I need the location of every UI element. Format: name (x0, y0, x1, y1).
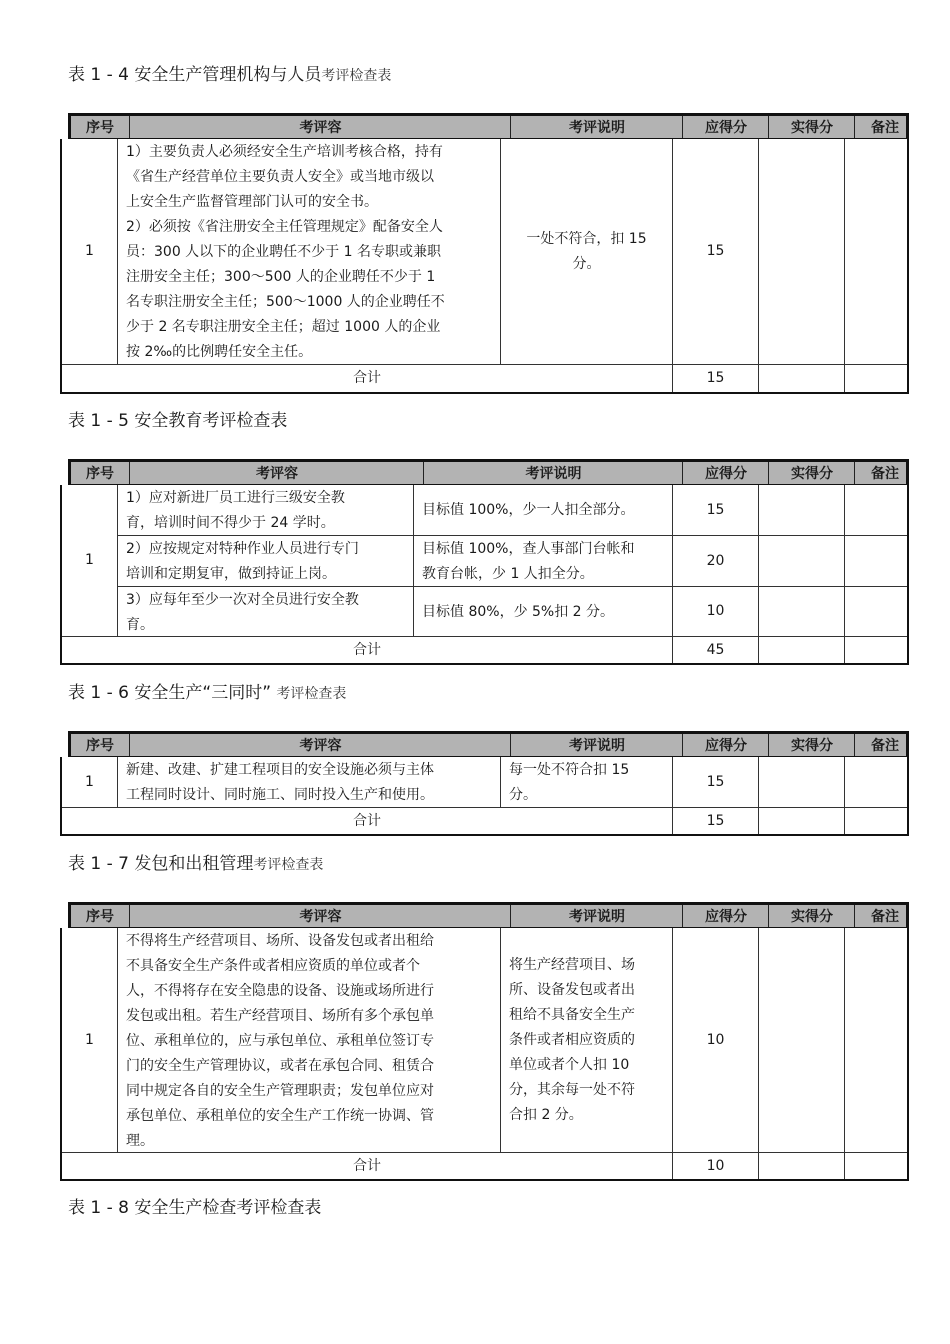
table-caption (68, 682, 346, 705)
row-no: 1 (62, 485, 118, 637)
total-actual (759, 1153, 845, 1179)
caption-main: 表 1 - 5 安全教育考评检查表 (68, 411, 288, 431)
check-table (60, 902, 909, 1181)
caption-main: 表 1 - 8 安全生产检查考评检查表 (68, 1198, 322, 1218)
explain-line: 一处不符合，扣 15 (526, 230, 647, 247)
actual-cell (759, 587, 845, 637)
header-no: 序号 (86, 738, 114, 754)
remark-cell (845, 485, 907, 536)
actual-cell (759, 757, 845, 808)
caption-suffix: 考评检查表 (276, 686, 347, 702)
content-line: 位、承租单位的，应与承包单位、承租单位签订专 (126, 1033, 434, 1049)
header-actual: 实得分 (768, 734, 855, 756)
content-cell (118, 139, 501, 365)
score-cell: 10 (673, 928, 759, 1153)
explain-line: 教育台帐，少 1 人扣全分。 (422, 566, 594, 582)
caption-main: 表 1 - 6 安全生产“三同时” (68, 683, 271, 703)
content-line: 2）应按规定对特种作业人员进行专门 (126, 541, 359, 557)
remark-cell (845, 587, 907, 637)
content-cell (118, 757, 501, 808)
score-cell: 20 (673, 536, 759, 587)
score-cell: 15 (673, 757, 759, 808)
check-table (60, 113, 909, 394)
total-label: 合计 (62, 1153, 673, 1179)
content-line: 不具备安全生产条件或者相应资质的单位或者个 (126, 958, 420, 974)
content-line: 按 2‰的比例聘任安全主任。 (126, 344, 313, 360)
content-line: 育，培训时间不得少于 24 学时。 (126, 515, 335, 531)
table-header (68, 459, 909, 485)
total-score: 45 (673, 637, 759, 663)
content-cell (118, 536, 414, 587)
remark-cell (845, 139, 907, 365)
explain-line: 将生产经营项目、场 (509, 957, 635, 973)
remark-cell (845, 928, 907, 1153)
content-line: 新建、改建、扩建工程项目的安全设施必须与主体 (126, 762, 434, 778)
explain-line: 分。 (572, 255, 601, 272)
explain-line: 合扣 2 分。 (509, 1107, 583, 1123)
check-table (60, 459, 909, 665)
header-remark: 备注 (854, 905, 915, 927)
header-content: 考评容 (129, 462, 424, 484)
table-caption (68, 410, 287, 432)
total-remark (845, 1153, 907, 1179)
table-body (60, 928, 909, 1181)
total-score: 15 (673, 365, 759, 392)
content-line: 《省生产经营单位主要负责人安全》或当地市级以 (126, 169, 434, 185)
table-body (60, 139, 909, 394)
caption-suffix: 考评检查表 (253, 857, 324, 873)
remark-cell (845, 536, 907, 587)
table-body (60, 757, 909, 836)
table-header (68, 902, 909, 928)
score-cell: 10 (673, 587, 759, 637)
total-remark (845, 365, 907, 392)
score-cell: 15 (673, 485, 759, 536)
header-score: 应得分 (682, 734, 769, 756)
explain-line: 单位或者个人扣 10 (509, 1057, 630, 1073)
header-content: 考评容 (129, 734, 511, 756)
content-line: 门的安全生产管理协议，或者在承包合同、租赁合 (126, 1058, 434, 1074)
row-no: 1 (62, 928, 118, 1153)
table-caption (68, 64, 391, 87)
header-no: 序号 (86, 120, 114, 136)
check-table (60, 731, 909, 836)
content-line: 承包单位、承租单位的安全生产工作统一协调、管 (126, 1108, 434, 1124)
explain-line: 条件或者相应资质的 (509, 1032, 635, 1048)
table-header (68, 113, 909, 139)
actual-cell (759, 928, 845, 1153)
header-no: 序号 (86, 466, 114, 482)
header-explain: 考评说明 (423, 462, 683, 484)
total-score: 10 (673, 1153, 759, 1179)
content-line: 1）应对新进厂员工进行三级安全教 (126, 490, 345, 506)
explain-cell (501, 757, 673, 808)
content-line: 名专职注册安全主任；500～1000 人的企业聘任不 (126, 294, 445, 310)
caption-suffix: 考评检查表 (321, 68, 392, 84)
caption-main: 表 1 - 4 安全生产管理机构与人员 (68, 65, 322, 85)
score-cell: 15 (673, 139, 759, 365)
explain-line: 分，其余每一处不符 (509, 1082, 635, 1098)
header-remark: 备注 (854, 116, 915, 138)
content-line: 工程同时设计、同时施工、同时投入生产和使用。 (126, 787, 434, 803)
content-cell (118, 928, 501, 1153)
content-line: 注册安全主任；300～500 人的企业聘任不少于 1 (126, 269, 436, 285)
header-content: 考评容 (129, 116, 511, 138)
explain-line: 目标值 100%，查人事部门台帐和 (422, 541, 635, 557)
total-actual (759, 365, 845, 392)
content-cell (118, 485, 414, 536)
header-remark: 备注 (854, 734, 915, 756)
header-explain: 考评说明 (510, 734, 683, 756)
row-no: 1 (62, 757, 118, 808)
total-label: 合计 (62, 808, 673, 834)
header-actual: 实得分 (768, 116, 855, 138)
table-caption (68, 1197, 321, 1219)
table-caption (68, 853, 323, 876)
table-body (60, 485, 909, 665)
explain-line: 所、设备发包或者出 (509, 982, 635, 998)
total-remark (845, 637, 907, 663)
header-explain: 考评说明 (510, 116, 683, 138)
header-actual: 实得分 (768, 905, 855, 927)
content-line: 3）应每年至少一次对全员进行安全教 (126, 592, 359, 608)
header-explain: 考评说明 (510, 905, 683, 927)
explain-cell (501, 139, 673, 365)
header-remark: 备注 (854, 462, 915, 484)
actual-cell (759, 485, 845, 536)
explain-line: 租给不具备安全生产 (509, 1007, 635, 1023)
explain-cell (414, 536, 673, 587)
content-line: 1）主要负责人必须经安全生产培训考核合格，持有 (126, 144, 443, 160)
header-score: 应得分 (682, 116, 769, 138)
content-line: 2）必须按《省注册安全主任管理规定》配备安全人 (126, 219, 443, 235)
header-actual: 实得分 (768, 462, 855, 484)
explain-cell (414, 587, 673, 637)
actual-cell (759, 139, 845, 365)
explain-line: 分。 (509, 787, 537, 803)
content-line: 同中规定各自的安全生产管理职责；发包单位应对 (126, 1083, 434, 1099)
content-line: 人，不得将存在安全隐患的设备、设施或场所进行 (126, 983, 434, 999)
content-line: 培训和定期复审，做到持证上岗。 (126, 566, 336, 582)
header-content: 考评容 (129, 905, 511, 927)
total-score: 15 (673, 808, 759, 834)
total-actual (759, 637, 845, 663)
caption-main: 表 1 - 7 发包和出租管理 (68, 854, 254, 874)
total-label: 合计 (62, 637, 673, 663)
header-no: 序号 (86, 909, 114, 925)
explain-line: 每一处不符合扣 15 (509, 762, 630, 778)
header-score: 应得分 (682, 905, 769, 927)
explain-cell (414, 485, 673, 536)
total-label: 合计 (62, 365, 673, 392)
row-no: 1 (62, 139, 118, 365)
explain-cell (501, 928, 673, 1153)
explain-line: 目标值 100%，少一人扣全部分。 (422, 502, 635, 518)
content-cell (118, 587, 414, 637)
actual-cell (759, 536, 845, 587)
content-line: 发包或出租。若生产经营项目、场所有多个承包单 (126, 1008, 434, 1024)
content-line: 少于 2 名专职注册安全主任；超过 1000 人的企业 (126, 319, 441, 335)
content-line: 不得将生产经营项目、场所、设备发包或者出租给 (126, 933, 434, 949)
total-actual (759, 808, 845, 834)
content-line: 员：300 人以下的企业聘任不少于 1 名专职或兼职 (126, 244, 441, 260)
content-line: 理。 (126, 1133, 154, 1149)
content-line: 上安全生产监督管理部门认可的安全书。 (126, 194, 378, 210)
explain-line: 目标值 80%，少 5%扣 2 分。 (422, 603, 615, 620)
header-score: 应得分 (682, 462, 769, 484)
total-remark (845, 808, 907, 834)
table-header (68, 731, 909, 757)
remark-cell (845, 757, 907, 808)
content-line: 育。 (126, 617, 154, 633)
